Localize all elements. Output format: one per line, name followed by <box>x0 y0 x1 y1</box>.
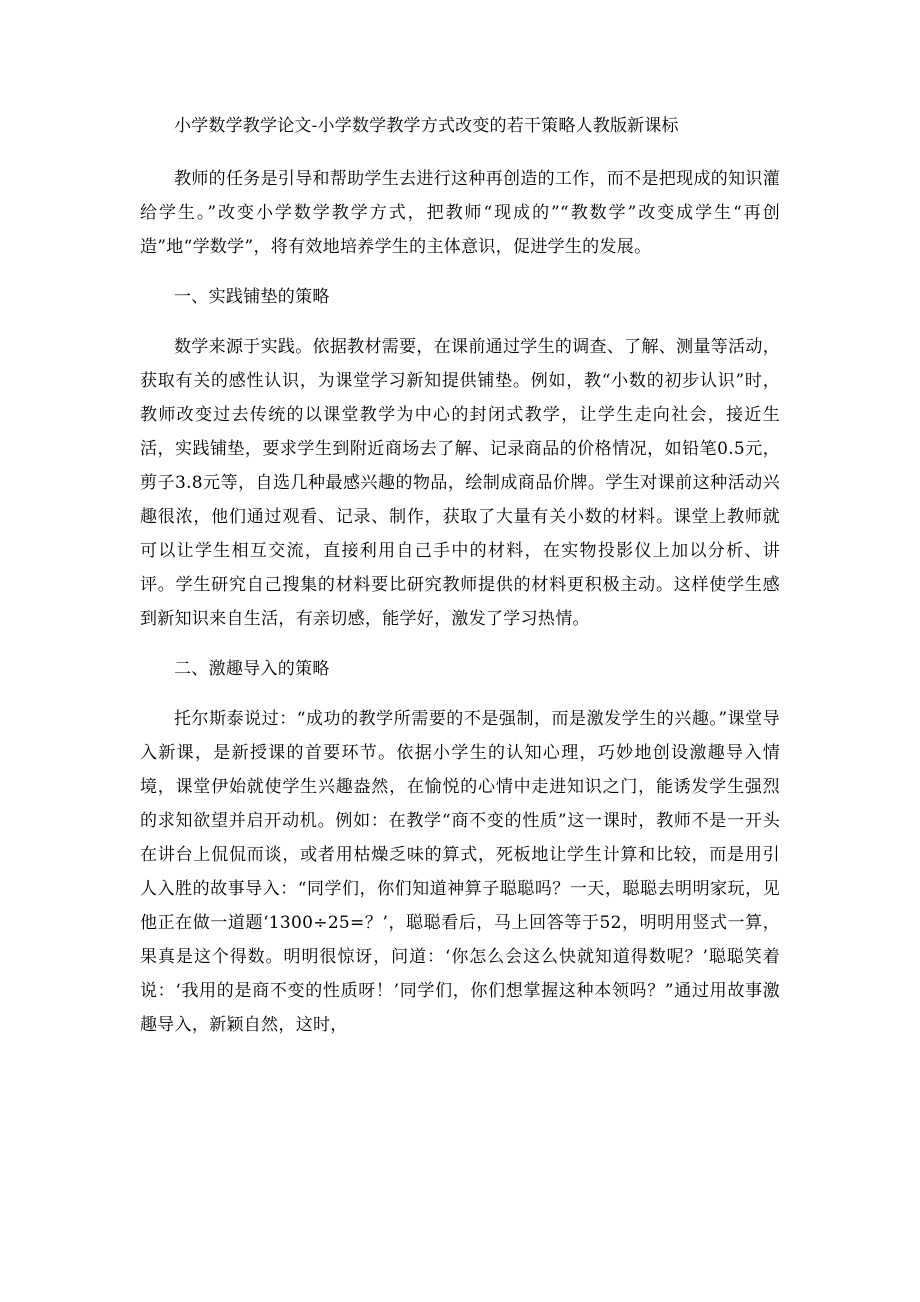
section-body-interest: 托尔斯泰说过：“成功的教学所需要的不是强制，而是激发学生的兴趣。”课堂导入新课，是新授课的首要环节。依据小学生的认知心理，巧妙地创设激趣导入情境，课堂伊始就使学生兴趣盎然，在愉悦的心情中走进知识之门，能诱发学生强烈的求知欲望并启开动机。例如：在教学“商不变的性质”这一课时，教师不是一开头在讲台上侃侃而谈，或者用枯燥乏味的算式，死板地让学生计算和比较，而是用引人入胜的故事导入：“同学们，你们知道神算子聪聪吗？一天，聪聪去明明家玩，见他正在做一道题‘1300÷25=？’，聪聪看后，马上回答等于52，明明用竖式一算，果真是这个得数。明明很惊讶，问道：‘你怎么会这么快就知道得数呢？’聪聪笑着说：‘我用的是商不变的性质呀！’同学们，你们想掌握这种本领吗？”通过用故事激趣导入，新颖自然，这时， <box>140 709 780 1035</box>
section-body-practice: 数学来源于实践。依据教材需要，在课前通过学生的调查、了解、测量等活动，获取有关的感性认识，为课堂学习新知提供铺垫。例如，教“小数的初步认识”时，教师改变过去传统的以课堂教学为中心的封闭式教学，让学生走向社会，接近生活，实践铺垫，要求学生到附近商场去了解、记录商品的价格情况，如铅笔0.5元，剪子3.8元等，自选几种最感兴趣的物品，绘制成商品价牌。学生对课前这种活动兴趣很浓，他们通过观看、记录、制作，获取了大量有关小数的材料。课堂上教师就可以让学生相互交流，直接利用自己手中的材料，在实物投影仪上加以分析、讲评。学生研究自己搜集的材料要比研究教师提供的材料更积极主动。这样使学生感到新知识来自生活，有亲切感，能学好，激发了学习热情。 <box>140 337 780 629</box>
section-heading-interest: 二、激趣导入的策略 <box>174 659 330 679</box>
document-page <box>140 112 780 1058</box>
document-title: 小学数学教学论文-小学数学教学方式改变的若干策略人教版新课标 <box>174 116 679 136</box>
intro-paragraph: 教师的任务是引导和帮助学生去进行这种再创造的工作，而不是把现成的知识灌给学生。”改变小学数学教学方式，把教师“现成的”“教数学”改变成学生“再创造”地“学数学”，将有效地培养学生的主体意识，促进学生的发展。 <box>140 169 780 257</box>
section-heading-practice: 一、实践铺垫的策略 <box>174 287 330 307</box>
